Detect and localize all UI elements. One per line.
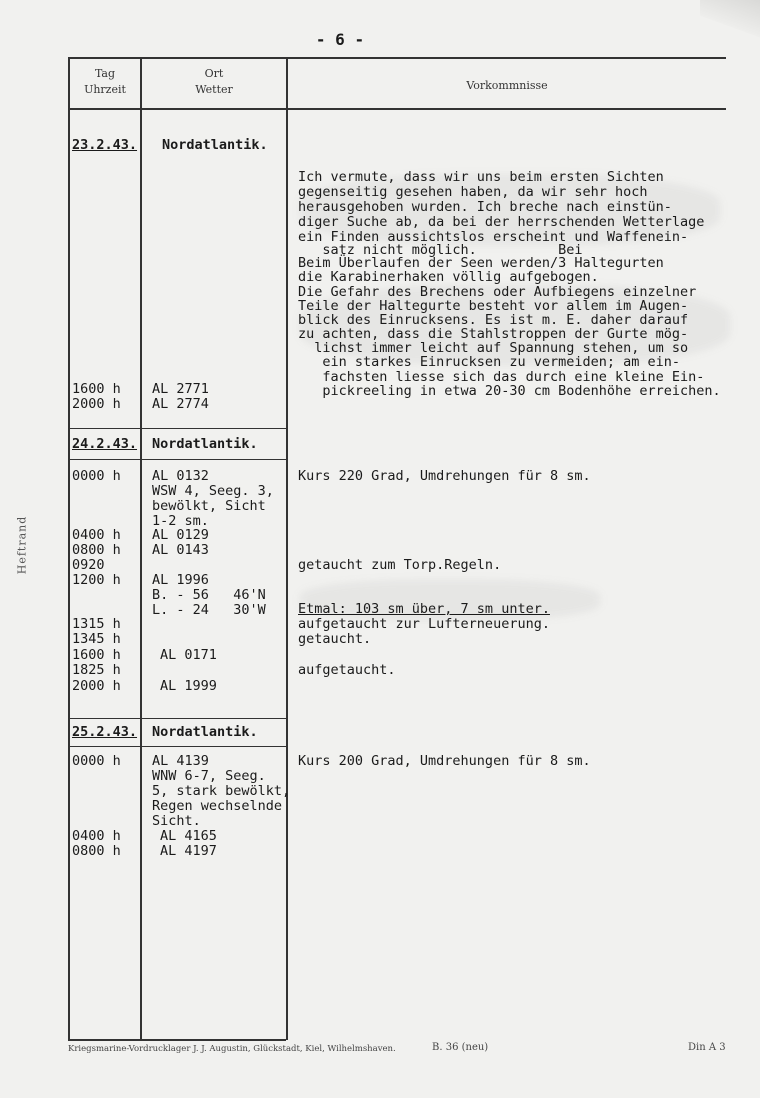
entry-time: 0920 xyxy=(72,557,105,573)
entry-event: Kurs 220 Grad, Umdrehungen für 8 sm. xyxy=(298,468,591,484)
entry-time: 0800 h xyxy=(72,542,121,558)
narrative-line: diger Suche ab, da bei der herrschenden Wetterlage xyxy=(298,214,705,230)
day-separator xyxy=(68,718,286,719)
narrative-line: gegenseitig gesehen haben, da wir sehr hoch xyxy=(298,184,648,200)
page-number: - 6 - xyxy=(315,30,365,49)
entry-time: 1600 h xyxy=(72,381,121,397)
day-date: 23.2.43. xyxy=(72,137,138,153)
col-divider-1 xyxy=(140,57,142,1040)
form-number: B. 36 (neu) xyxy=(432,1042,489,1053)
entry-position: AL 0143 xyxy=(152,542,209,558)
day-separator xyxy=(68,746,286,747)
left-border xyxy=(68,57,70,1040)
entry-time: 1825 h xyxy=(72,662,121,678)
entry-time: 0400 h xyxy=(72,828,121,844)
header-day-time xyxy=(70,66,140,98)
entry-position: AL 0171 xyxy=(160,647,217,663)
entry-event: getaucht. xyxy=(298,631,372,647)
entry-event: aufgetaucht zur Lufterneuerung. xyxy=(298,616,550,632)
entry-position: AL 2771 xyxy=(152,381,209,397)
entry-time: 0000 h xyxy=(72,753,121,769)
day-date: 25.2.43. xyxy=(72,724,138,740)
entry-event: getaucht zum Torp.Regeln. xyxy=(298,557,502,573)
header-day-time-text: Tag Uhrzeit xyxy=(84,67,126,96)
entry-event: Etmal: 103 sm über, 7 sm unter. xyxy=(298,601,550,617)
narrative-line: ein starkes Einrucksen zu vermeiden; am ein- xyxy=(298,354,681,370)
entry-position: AL 4139 WNW 6-7, Seeg. 5, stark bewölkt, Regen wechselnde Sicht. xyxy=(152,753,291,829)
narrative-line: satz nicht möglich. Bei xyxy=(298,242,583,258)
narrative-line: die Karabinerhaken völlig aufgebogen. xyxy=(298,269,599,285)
margin-label: Heftrand xyxy=(15,515,29,575)
entry-position: AL 0129 xyxy=(152,527,209,543)
entry-position: AL 1996 B. - 56 46'N L. - 24 30'W xyxy=(152,572,266,618)
narrative-line: blick des Einrucksens. Es ist m. E. daher darauf xyxy=(298,312,689,328)
narrative-line: herausgehoben wurden. Ich breche nach einstün- xyxy=(298,199,672,215)
narrative-line: ein Finden aussichtslos erscheint und Waffenein- xyxy=(298,229,689,245)
entry-time: 1315 h xyxy=(72,616,121,632)
narrative-line: zu achten, dass die Stahlstroppen der Gurte mög- xyxy=(298,326,689,342)
entry-event: Kurs 200 Grad, Umdrehungen für 8 sm. xyxy=(298,753,591,769)
day-area: Nordatlantik. xyxy=(152,436,258,452)
day-separator xyxy=(68,459,286,460)
narrative-line: Ich vermute, dass wir uns beim ersten Sichten xyxy=(298,169,664,185)
entry-time: 1200 h xyxy=(72,572,121,588)
narrative-line: pickreeling in etwa 20-30 cm Bodenhöhe erreichen. xyxy=(298,383,721,399)
paper-format: Din A 3 xyxy=(688,1042,726,1053)
header-place-weather-text: Ort Wetter xyxy=(195,67,233,96)
entry-position: AL 2774 xyxy=(152,396,209,412)
entry-time: 1600 h xyxy=(72,647,121,663)
entry-time: 2000 h xyxy=(72,396,121,412)
day-area: Nordatlantik. xyxy=(152,724,258,740)
header-events-text: Vorkommnisse xyxy=(466,79,548,92)
entry-time: 0400 h xyxy=(72,527,121,543)
day-date: 24.2.43. xyxy=(72,436,138,452)
day-separator xyxy=(68,428,286,429)
narrative-line: Die Gefahr des Brechens oder Aufbiegens einzelner xyxy=(298,284,697,300)
narrative-line: Beim Überlaufen der Seen werden/3 Haltegurten xyxy=(298,255,664,271)
header-events xyxy=(288,78,726,94)
entry-time: 2000 h xyxy=(72,678,121,694)
entry-time: 1345 h xyxy=(72,631,121,647)
narrative-line: fachsten liesse sich das durch eine kleine Ein- xyxy=(298,369,705,385)
col-divider-2 xyxy=(286,57,288,1040)
entry-position: AL 0132 WSW 4, Seeg. 3, bewölkt, Sicht 1-2 sm. xyxy=(152,468,274,529)
entry-position: AL 4197 xyxy=(160,843,217,859)
header-place-weather xyxy=(142,66,286,98)
entry-position: AL 1999 xyxy=(160,678,217,694)
day-area: Nordatlantik. xyxy=(162,137,268,153)
narrative-line: Teile der Haltegurte besteht vor allem im Augen- xyxy=(298,298,689,314)
bottom-rule xyxy=(68,1039,286,1041)
entry-time: 0000 h xyxy=(72,468,121,484)
header-rule xyxy=(68,108,726,110)
printer-imprint: Kriegsmarine-Vordrucklager J. J. Augustin, Glückstadt, Kiel, Wilhelmshaven. xyxy=(68,1044,396,1054)
narrative-line: lichst immer leicht auf Spannung stehen, um so xyxy=(298,340,689,356)
entry-position: AL 4165 xyxy=(160,828,217,844)
paper-fold xyxy=(700,0,760,40)
entry-time: 0800 h xyxy=(72,843,121,859)
top-rule xyxy=(68,57,726,59)
entry-event: aufgetaucht. xyxy=(298,662,396,678)
